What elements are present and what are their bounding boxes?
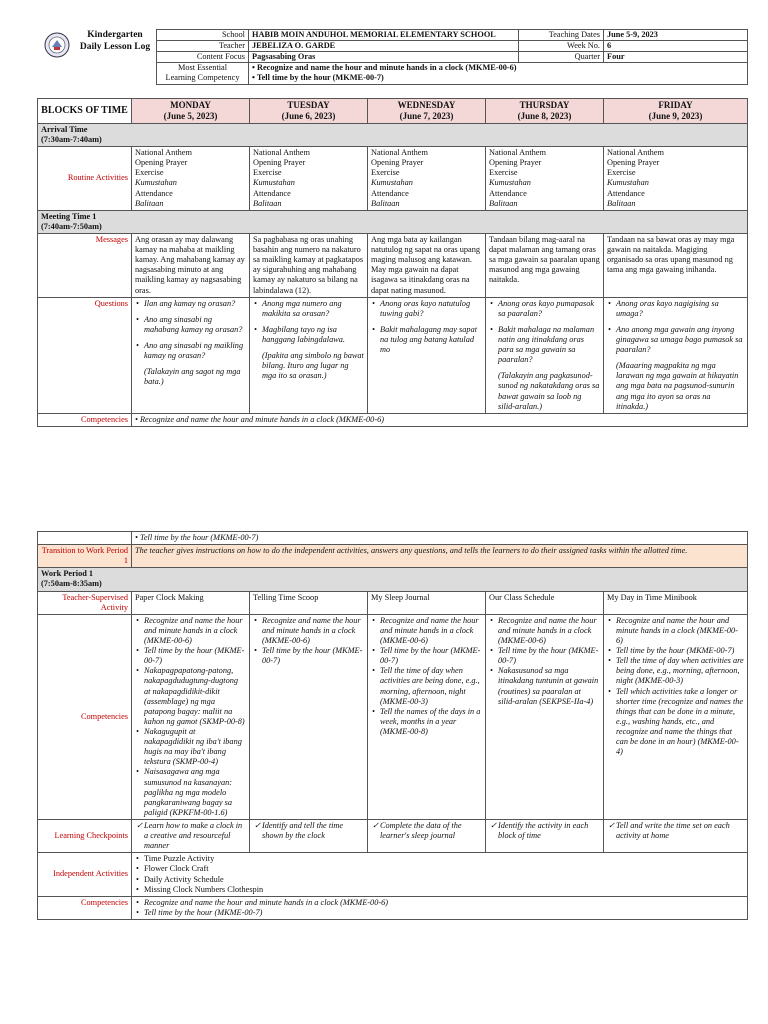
- work-period-band: Work Period 1 (7:50am-8:35am): [38, 568, 748, 591]
- independent-item: • Missing Clock Numbers Clothespin: [144, 885, 744, 895]
- questions-thu: [486, 297, 604, 413]
- messages-label: Messages: [38, 234, 132, 298]
- competencies-label-3: Competencies: [38, 896, 132, 919]
- message-wed: Ang mga bata ay kailangan natutulog ng sapat na oras upang maging malusog ang katawan. May mga gawain na dapat isagawa sa itinakdang oras na dapat nating masunod.: [368, 234, 486, 298]
- questions-label: Questions: [38, 297, 132, 413]
- question-item: • Ilan ang kamay ng orasan?: [144, 299, 246, 309]
- competencies-label-2: Competencies: [38, 614, 132, 819]
- schedule-table-2: [37, 531, 748, 920]
- question-item: • Ano anong mga gawain ang inyong ginagawa sa umaga bago pumasok sa paaralan?: [616, 325, 744, 355]
- message-mon: Ang orasan ay may dalawang kamay na mahaba at maikling kamay. Ang mahabang kamay ay nagsasabing minuto at ang maikling kamay ay nagsasabing oras.: [132, 234, 250, 298]
- carry-competency: • Tell time by the hour (MKME-00-7): [132, 532, 748, 545]
- tsa-label: Teacher-Supervised Activity: [38, 591, 132, 614]
- question-note: (Ipakita ang simbolo ng bawat bilang. Ituro ang lugar ng mga ito sa orasan.): [262, 351, 364, 381]
- quarter-value: Four: [604, 52, 748, 63]
- activity-tue: Telling Time Scoop: [250, 591, 368, 614]
- checkpoint-item: ✓ Identify and tell the time shown by the clock: [262, 821, 364, 841]
- routine-cell-fri: National Anthem Opening Prayer Exercise Kumustahan Attendance Balitaan: [604, 147, 748, 211]
- header-info-table: [156, 29, 748, 85]
- question-item: • Anong oras kayo natutulog tuwing gabi?: [380, 299, 482, 319]
- final-competencies: [132, 896, 748, 919]
- routine-cell-thu: National Anthem Opening Prayer Exercise Kumustahan Attendance Balitaan: [486, 147, 604, 211]
- activity-fri: My Day in Time Minibook: [604, 591, 748, 614]
- routine-cell-wed: National Anthem Opening Prayer Exercise Kumustahan Attendance Balitaan: [368, 147, 486, 211]
- message-tue: Sa pagbabasa ng oras unahing basahin ang numero na nakaturo sa maikling kamay at pagkatapos ay sigurahuhing ang mahabang kamay ay nakaturo sa bilang na labindalawa (12).: [250, 234, 368, 298]
- competencies-label: Competencies: [38, 413, 132, 426]
- message-fri: Tandaan na sa bawat oras ay may mga gawain na naitakda. Magiging organisado sa oras upang masunod ng tama ang mga gawaing inihanda.: [604, 234, 748, 298]
- meeting-time-band: Meeting Time 1 (7:40am-7:50am): [38, 210, 748, 233]
- question-item: • Bakit mahalagang may sapat na tulog ang batang katulad mo: [380, 325, 482, 355]
- deped-seal-icon: [44, 32, 70, 58]
- week-value: 6: [604, 41, 748, 52]
- checkpoint-wed: [368, 819, 486, 852]
- mel-label: Most Essential Learning Competency: [157, 63, 249, 84]
- day-header-monday: MONDAY (June 5, 2023): [132, 99, 250, 124]
- question-item: • Anong mga numero ang makikita sa orasan?: [262, 299, 364, 319]
- questions-tue: [250, 297, 368, 413]
- independent-item: • Flower Clock Craft: [144, 864, 744, 874]
- dates-value: June 5-9, 2023: [604, 30, 748, 41]
- independent-item: • Time Puzzle Activity: [144, 854, 744, 864]
- competencies-wed: [368, 614, 486, 819]
- question-note: (Talakayin ang sagot ng mga bata.): [144, 367, 241, 387]
- checkpoint-item: ✓ Identify the activity in each block of time: [498, 821, 600, 841]
- activity-thu: Our Class Schedule: [486, 591, 604, 614]
- question-item: • Ano ang sinasabi ng mahabang kamay ng orasan?: [144, 315, 246, 335]
- question-note: (Talakayin ang pagkasunod-sunod ng nakatakdang oras sa bawat gawain sa loob ng silid-aralan.): [498, 371, 600, 411]
- question-item: • Bakit mahalaga na malaman natin ang itinakdang oras para sa mga gawain sa paaralan?: [498, 325, 600, 365]
- activity-wed: My Sleep Journal: [368, 591, 486, 614]
- day-header-thursday: THURSDAY (June 8, 2023): [486, 99, 604, 124]
- competency-item: • Naisasagawa ang mga sumusunod na kasanayan: paglikha ng mga modelo pangkaraniwang bagay sa paligid (KPKFM-00-1.6): [144, 767, 246, 818]
- questions-mon: [132, 297, 250, 413]
- checkpoints-label: Learning Checkpoints: [38, 819, 132, 852]
- routine-label: Routine Activities: [38, 147, 132, 211]
- teacher-value: JEBELIZA O. GARDE: [249, 41, 519, 52]
- competency-item: • Tell the names of the days in a week, months in a year (MKME-00-8): [380, 707, 482, 737]
- competency-item: • Tell time by the hour (MKME-00-7): [144, 646, 246, 666]
- activity-mon: Paper Clock Making: [132, 591, 250, 614]
- competency-item: • Recognize and name the hour and minute hands in a clock (MKME-00-6): [144, 898, 744, 908]
- questions-wed: [368, 297, 486, 413]
- question-note: (Maaaring magpakita ng mga larawan ng mga gawain at hikayatin ang mga bata na pagsunod-sunurin ang mga ito ayon sa oras na itinakda.): [616, 361, 739, 411]
- independent-activities: [132, 853, 748, 896]
- competency-item: • Tell which activities take a longer or shorter time (recognize and names the things that can be done in a minute, e.g., washing hands, etc., and recognize and name the things that can be done in an hour) (MKME-00-4): [616, 687, 744, 758]
- focus-label: Content Focus: [157, 52, 249, 63]
- checkpoint-thu: [486, 819, 604, 852]
- independent-label: Independent Activities: [38, 853, 132, 896]
- competency-item: • Recognize and name the hour and minute hands in a clock (MKME-00-6): [616, 616, 744, 646]
- schedule-table-1: [37, 98, 748, 427]
- competency-item: • Recognize and name the hour and minute hands in a clock (MKME-00-6): [262, 616, 364, 646]
- competency-item: • Tell time by the hour (MKME-00-7): [498, 646, 600, 666]
- question-item: • Anong oras kayo pumapasok sa paaralan?: [498, 299, 600, 319]
- arrival-time-band: Arrival Time (7:30am-7:40am): [38, 123, 748, 146]
- day-header-friday: FRIDAY (June 9, 2023): [604, 99, 748, 124]
- competency-item: • Recognize and name the hour and minute hands in a clock (MKME-00-6): [498, 616, 600, 646]
- competency-item: • Tell time by the hour (MKME-00-7): [616, 646, 744, 656]
- document-title: Kindergarten Daily Lesson Log: [79, 30, 151, 52]
- question-item: • Anong oras kayo nagigising sa umaga?: [616, 299, 744, 319]
- school-value: HABIB MOIN ANDUHOL MEMORIAL ELEMENTARY SCHOOL: [249, 30, 519, 41]
- competency-item: • Nakagugupit at nakapagdidikit ng iba't ibang hugis na may iba't ibang tekstura (SKMP-00-4): [144, 727, 246, 767]
- transition-text: The teacher gives instructions on how to do the independent activities, answers any questions, and tells the learners to do their assigned tasks within the allotted time.: [132, 545, 748, 568]
- school-label: School: [157, 30, 249, 41]
- teacher-label: Teacher: [157, 41, 249, 52]
- routine-cell-mon: National Anthem Opening Prayer Exercise Kumustahan Attendance Balitaan: [132, 147, 250, 211]
- mel-value: • Recognize and name the hour and minute hands in a clock (MKME-00-6) • Tell time by the hour (MKME-00-7): [249, 63, 748, 84]
- competency-text: • Recognize and name the hour and minute hands in a clock (MKME-00-6): [132, 413, 748, 426]
- checkpoint-item: ✓ Learn how to make a clock in a creative and resourceful manner: [144, 821, 246, 851]
- week-label: Week No.: [519, 41, 604, 52]
- competency-item: • Tell time by the hour (MKME-00-7): [144, 908, 744, 918]
- question-item: • Ano ang sinasabi ng maikling kamay ng orasan?: [144, 341, 246, 361]
- checkpoint-mon: [132, 819, 250, 852]
- blocks-of-time-header: BLOCKS OF TIME: [38, 99, 132, 124]
- independent-item: • Daily Activity Schedule: [144, 875, 744, 885]
- checkpoint-fri: [604, 819, 748, 852]
- question-item: • Magbilang tayo ng isa hanggang labingdalawa.: [262, 325, 364, 345]
- competency-item: • Recognize and name the hour and minute hands in a clock (MKME-00-6): [144, 616, 246, 646]
- day-header-wednesday: WEDNESDAY (June 7, 2023): [368, 99, 486, 124]
- message-thu: Tandaan bilang mag-aaral na dapat malaman ang tamang oras sa mga gawain sa paaralan upang masunod ang mga gawaing naitakda.: [486, 234, 604, 298]
- checkpoint-item: ✓ Complete the data of the learner's sleep journal: [380, 821, 482, 841]
- competency-item: • Tell the time of day when activities are being done, e.g., morning, afternoon, night (MKME-00-3): [380, 666, 482, 706]
- carry-blank: [38, 532, 132, 545]
- day-header-tuesday: TUESDAY (June 6, 2023): [250, 99, 368, 124]
- checkpoint-tue: [250, 819, 368, 852]
- transition-label: Transition to Work Period 1: [38, 545, 132, 568]
- checkpoint-item: ✓ Tell and write the time set on each activity at home: [616, 821, 744, 841]
- competencies-mon: [132, 614, 250, 819]
- competency-item: • Recognize and name the hour and minute hands in a clock (MKME-00-6): [380, 616, 482, 646]
- competencies-tue: [250, 614, 368, 819]
- competency-item: • Tell time by the hour (MKME-00-7): [262, 646, 364, 666]
- quarter-label: Quarter: [519, 52, 604, 63]
- competencies-fri: [604, 614, 748, 819]
- routine-cell-tue: National Anthem Opening Prayer Exercise Kumustahan Attendance Balitaan: [250, 147, 368, 211]
- questions-fri: [604, 297, 748, 413]
- focus-value: Pagsasabing Oras: [249, 52, 519, 63]
- competency-item: • Nakapagpapatong-patong, nakapagdudugtung-dugtong at nakapagdidikit-dikit (assemblage) ng mga patapong bagay: maliit na kahon ng gamot (SKMP-00-8): [144, 666, 246, 727]
- competency-item: • Tell the time of day when activities are being done, e.g., morning, afternoon, night (MKME-00-3): [616, 656, 744, 686]
- competency-item: • Tell time by the hour (MKME-00-7): [380, 646, 482, 666]
- dates-label: Teaching Dates: [519, 30, 604, 41]
- competencies-thu: [486, 614, 604, 819]
- competency-item: • Nakasusunod sa mga itinakdang tuntunin at gawain (routines) sa paaralan at silid-aralan (SEKPSE-IIa-4): [498, 666, 600, 706]
